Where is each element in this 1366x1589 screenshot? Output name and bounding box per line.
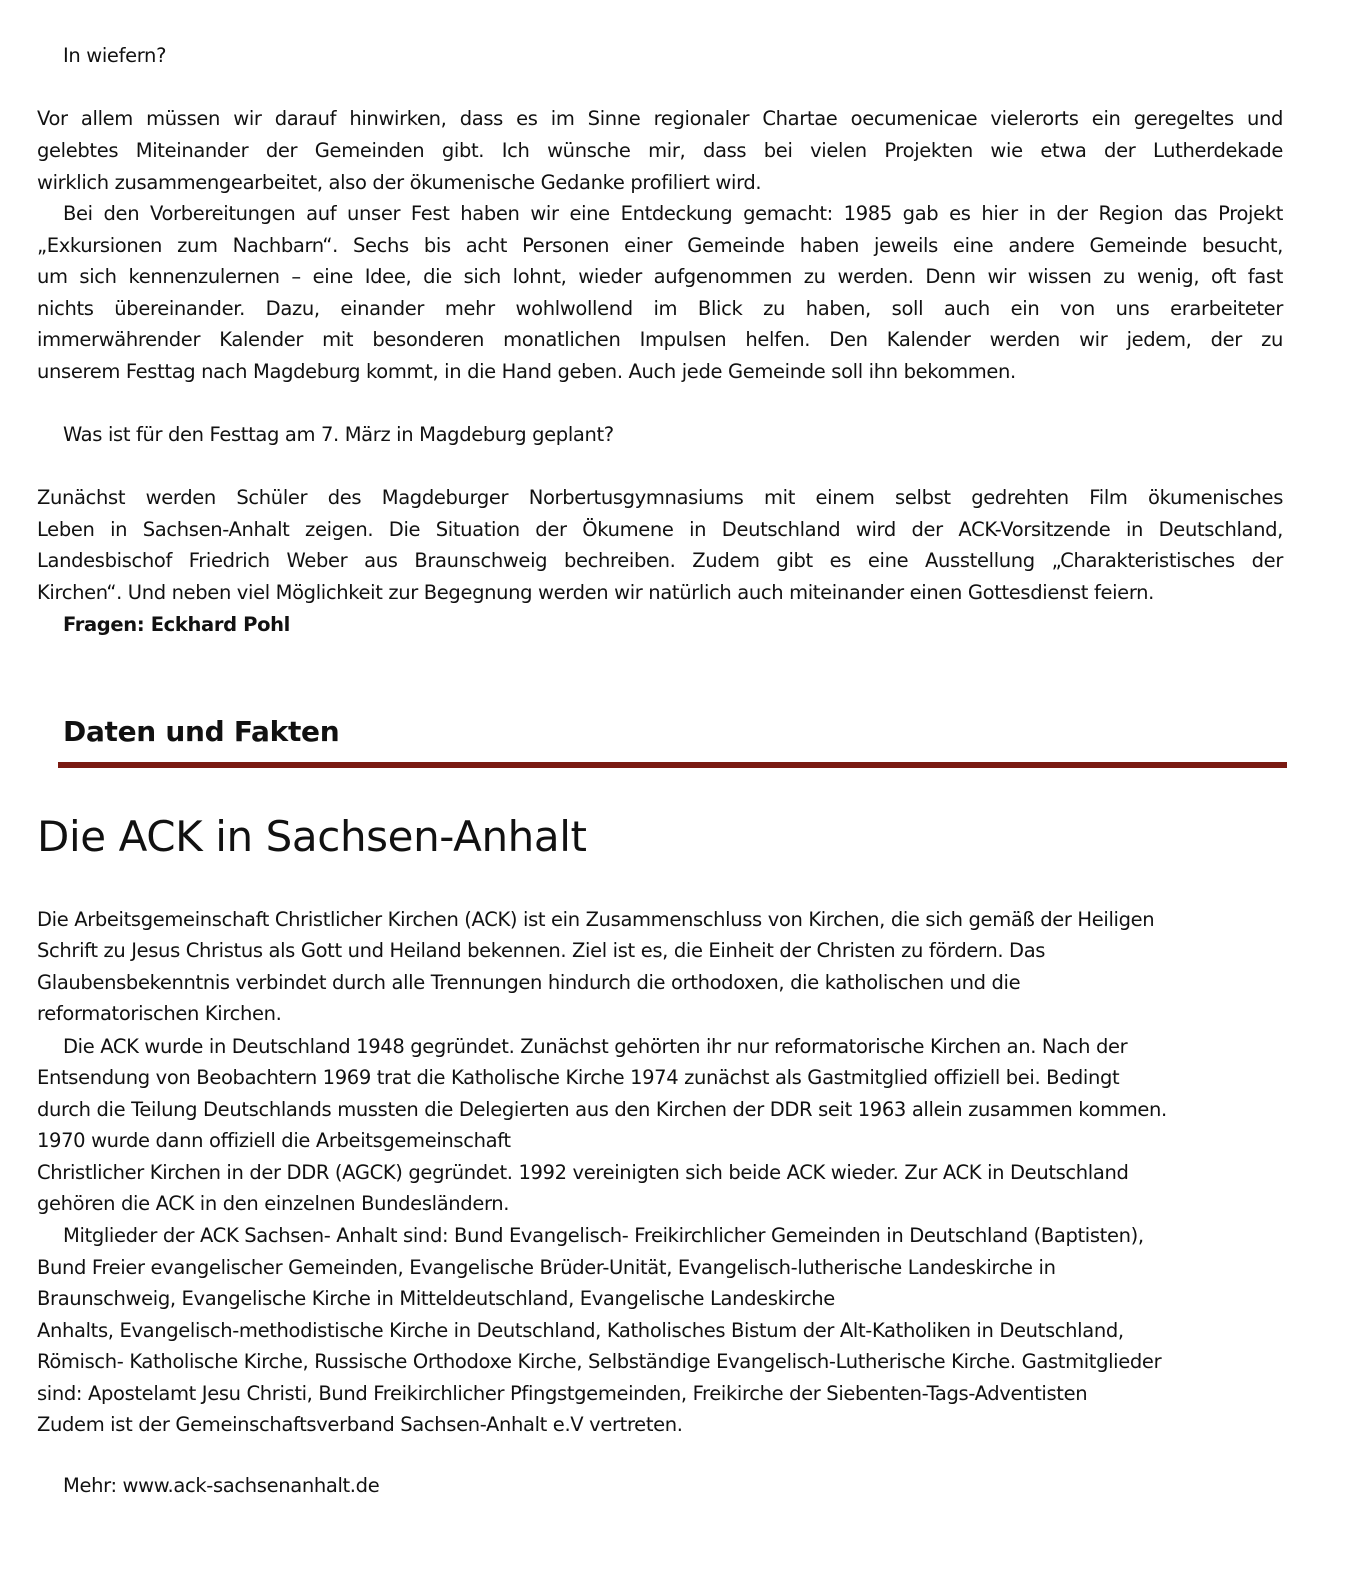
body-line: 1970 wurde dann offiziell die Arbeitsgemeinschaft [37,1129,511,1152]
body-line: Glaubensbekenntnis verbindet durch alle Trennungen hindurch die orthodoxen, die katholischen und die [37,971,1021,994]
body-line: Schrift zu Jesus Christus als Gott und Heiland bekennen. Ziel ist es, die Einheit der Christen zu fördern. Das [37,939,1046,962]
body-line: Christlicher Kirchen in der DDR (AGCK) gegründet. 1992 vereinigten sich beide ACK wieder. Zur ACK in Deutschland [37,1161,1129,1184]
answer-line: Bei den Vorbereitungen auf unser Fest haben wir eine Entdeckung gemacht: 1985 gab es hier in der Region das Projekt [63,202,1283,225]
answer-line: Zunächst werden Schüler des Magdeburger Norbertusgymnasiums mit einem selbst gedrehten Film ökumenisches [37,486,1283,509]
body-line: durch die Teilung Deutschlands mussten die Delegierten aus den Kirchen der DDR seit 1963 allein zusammen kommen. [37,1098,1167,1121]
answer-line: Kirchen“. Und neben viel Möglichkeit zur Begegnung werden wir natürlich auch miteinander einen Gottesdienst feiern. [37,581,1155,604]
section-divider [58,762,1287,768]
body-line: Römisch- Katholische Kirche, Russische Orthodoxe Kirche, Selbständige Evangelisch-Lutherische Kirche. Gastmitglieder [37,1350,1162,1373]
answer-line: nichts übereinander. Dazu, einander mehr wohlwollend im Blick zu haben, soll auch ein von uns erarbeiteter [37,297,1283,320]
body-line: gehören die ACK in den einzelnen Bundesländern. [37,1192,510,1215]
answer-line: Landesbischof Friedrich Weber aus Braunschweig bechreiben. Zudem gibt es eine Ausstellung „Charakteristisches der [37,549,1283,572]
interview-credit: Fragen: Eckhard Pohl [63,613,291,636]
body-line: Entsendung von Beobachtern 1969 trat die Katholische Kirche 1974 zunächst als Gastmitglied offiziell bei. Bedingt [37,1066,1120,1089]
answer-line: gelebtes Miteinander der Gemeinden gibt. Ich wünsche mir, dass bei vielen Projekten wie etwa der Lutherdekade [37,139,1283,162]
answer-line: Vor allem müssen wir darauf hinwirken, dass es im Sinne regionaler Chartae oecumenicae vielerorts ein geregeltes und [37,107,1283,130]
interview-question: In wiefern? [63,44,167,67]
body-line: Die ACK wurde in Deutschland 1948 gegründet. Zunächst gehörten ihr nur reformatorische Kirchen an. Nach der [63,1035,1128,1058]
interview-question: Was ist für den Festtag am 7. März in Magdeburg geplant? [63,423,614,446]
body-line: Mitglieder der ACK Sachsen- Anhalt sind: Bund Evangelisch- Freikirchlicher Gemeinden in Deutschland (Baptisten), [63,1224,1144,1247]
body-line: reformatorischen Kirchen. [37,1002,282,1025]
answer-line: unserem Festtag nach Magdeburg kommt, in die Hand geben. Auch jede Gemeinde soll ihn bekommen. [37,360,1016,383]
answer-line: Leben in Sachsen-Anhalt zeigen. Die Situation der Ökumene in Deutschland wird der ACK-Vorsitzende in Deutschland, [37,518,1283,541]
article-title: Die ACK in Sachsen-Anhalt [37,812,587,861]
answer-line: „Exkursionen zum Nachbarn“. Sechs bis acht Personen einer Gemeinde haben jeweils eine andere Gemeinde besucht, [37,234,1283,257]
section-heading: Daten und Fakten [63,715,340,748]
body-line: Die Arbeitsgemeinschaft Christlicher Kirchen (ACK) ist ein Zusammenschluss von Kirchen, die sich gemäß der Heiligen [37,908,1155,931]
body-line: sind: Apostelamt Jesu Christi, Bund Freikirchlicher Pfingstgemeinden, Freikirche der Siebenten-Tags-Adventisten [37,1382,1088,1405]
body-line: Bund Freier evangelischer Gemeinden, Evangelische Brüder-Unität, Evangelisch-lutherische Landeskirche in [37,1256,1056,1279]
body-line: Zudem ist der Gemeinschaftsverband Sachsen-Anhalt e.V vertreten. [37,1413,683,1436]
body-line: Braunschweig, Evangelische Kirche in Mitteldeutschland, Evangelische Landeskirche [37,1287,835,1310]
answer-line: wirklich zusammengearbeitet, also der ökumenische Gedanke profiliert wird. [37,171,762,194]
more-info-link[interactable]: Mehr: www.ack-sachsenanhalt.de [63,1474,380,1497]
answer-line: immerwährender Kalender mit besonderen monatlichen Impulsen helfen. Den Kalender werden wir jedem, der zu [37,328,1283,351]
answer-line: um sich kennenzulernen – eine Idee, die sich lohnt, wieder aufgenommen zu werden. Denn wir wissen zu wenig, oft fast [37,265,1283,288]
body-line: Anhalts, Evangelisch-methodistische Kirche in Deutschland, Katholisches Bistum der Alt-Katholiken in Deutschland, [37,1319,1124,1342]
